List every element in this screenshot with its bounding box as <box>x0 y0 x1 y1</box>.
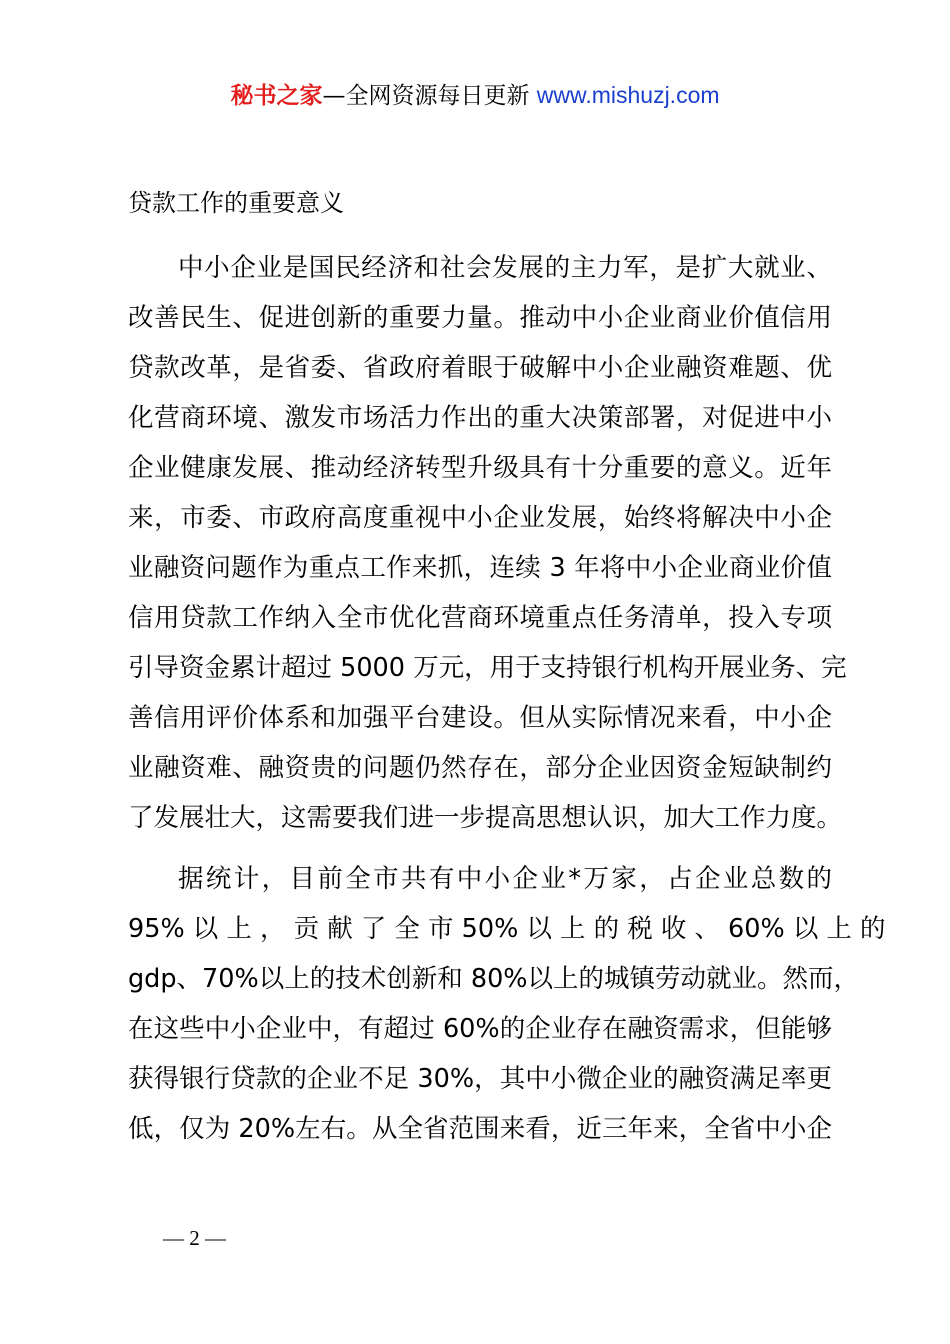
text-line: 低，仅为 20%左右。从全省范围来看，近三年来，全省中小企 <box>128 1114 832 1144</box>
text-line: 改善民生、促进创新的重要力量。推动中小企业商业价值信用 <box>128 303 832 333</box>
text-line: 化营商环境、激发市场活力作出的重大决策部署，对促进中小 <box>128 403 832 433</box>
text-line: 中小企业是国民经济和社会发展的主力军，是扩大就业、 <box>178 253 832 283</box>
text-line: 据统计，目前全市共有中小企业*万家，占企业总数的 <box>178 864 832 894</box>
site-url-link[interactable]: www.mishuzj.com <box>536 82 720 108</box>
text-line: 业融资问题作为重点工作来抓，连续 3 年将中小企业商业价值 <box>128 553 832 583</box>
text-line: 来，市委、市政府高度重视中小企业发展，始终将解决中小企 <box>128 503 832 533</box>
text-line: 获得银行贷款的企业不足 30%，其中小微企业的融资满足率更 <box>128 1064 832 1094</box>
text-line: 95% 以 上 ， 贡 献 了 全 市 50% 以 上 的 税 收 、 60% 以 上 的 <box>128 914 886 944</box>
text-line: gdp、70%以上的技术创新和 80%以上的城镇劳动就业。然而， <box>128 964 860 994</box>
site-brand: 秘书之家 <box>230 83 323 109</box>
text-line: 贷款改革，是省委、省政府着眼于破解中小企业融资难题、优 <box>128 353 832 383</box>
section-title: 贷款工作的重要意义 <box>128 189 344 217</box>
text-line: 善信用评价体系和加强平台建设。但从实际情况来看，中小企 <box>128 703 832 733</box>
text-line: 了发展壮大，这需要我们进一步提高思想认识，加大工作力度。 <box>128 803 843 833</box>
text-line: 企业健康发展、推动经济转型升级具有十分重要的意义。近年 <box>128 453 832 483</box>
text-line: 信用贷款工作纳入全市优化营商环境重点任务清单，投入专项 <box>128 603 832 633</box>
site-slogan: —全网资源每日更新 <box>322 83 530 109</box>
text-line: 在这些中小企业中，有超过 60%的企业存在融资需求，但能够 <box>128 1014 832 1044</box>
page-number: — 2 — <box>163 1226 226 1250</box>
text-line: 引导资金累计超过 5000 万元，用于支持银行机构开展业务、完 <box>128 653 847 683</box>
text-line: 业融资难、融资贵的问题仍然存在，部分企业因资金短缺制约 <box>128 753 832 783</box>
site-header <box>0 78 950 113</box>
